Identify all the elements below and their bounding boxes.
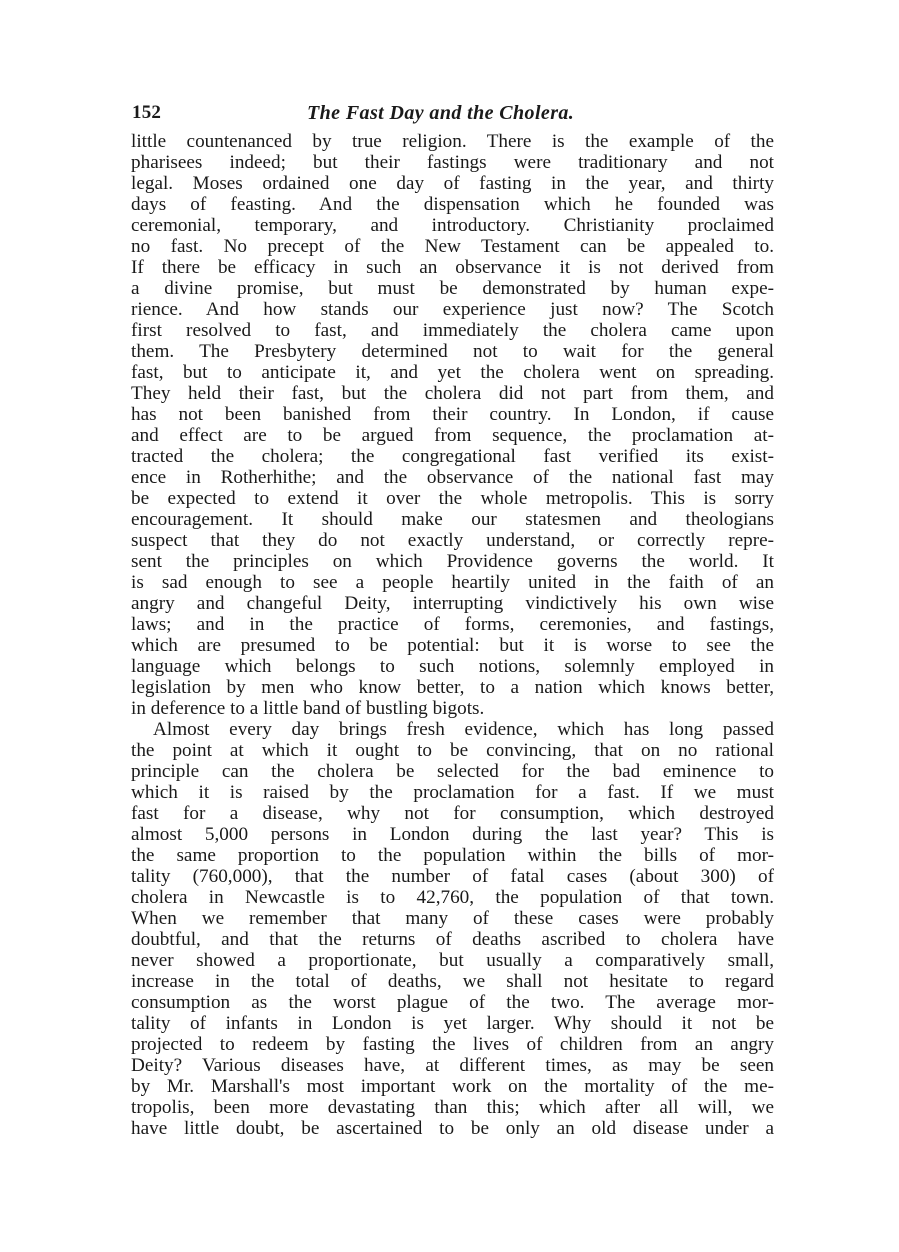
text-line: tality (760,000), that the number of fatal cases (about 300) of (131, 866, 774, 887)
text-line: fast, but to anticipate it, and yet the cholera went on spreading. (131, 362, 774, 383)
text-line: When we remember that many of these cases were probably (131, 908, 774, 929)
text-line: little countenanced by true religion. There is the example of the (131, 131, 774, 152)
text-line: them. The Presbytery determined not to wait for the general (131, 341, 774, 362)
text-line: rience. And how stands our experience just now? The Scotch (131, 299, 774, 320)
text-line: Deity? Various diseases have, at different times, as may be seen (131, 1055, 774, 1076)
text-line: tropolis, been more devastating than this; which after all will, we (131, 1097, 774, 1118)
text-line: legal. Moses ordained one day of fasting in the year, and thirty (131, 173, 774, 194)
text-line: suspect that they do not exactly understand, or correctly repre- (131, 530, 774, 551)
text-line: tality of infants in London is yet larger. Why should it not be (131, 1013, 774, 1034)
running-head (131, 101, 774, 125)
running-title: The Fast Day and the Cholera. (307, 102, 575, 124)
text-line: and effect are to be argued from sequence, the proclamation at- (131, 425, 774, 446)
text-line: increase in the total of deaths, we shall not hesitate to regard (131, 971, 774, 992)
text-line: is sad enough to see a people heartily united in the faith of an (131, 572, 774, 593)
text-line: language which belongs to such notions, solemnly employed in (131, 656, 774, 677)
text-line: consumption as the worst plague of the two. The average mor- (131, 992, 774, 1013)
text-line: encouragement. It should make our statesmen and theologians (131, 509, 774, 530)
text-line: almost 5,000 persons in London during the last year? This is (131, 824, 774, 845)
text-line: They held their fast, but the cholera did not part from them, and (131, 383, 774, 404)
text-line: ceremonial, temporary, and introductory. Christianity proclaimed (131, 215, 774, 236)
text-line: in deference to a little band of bustling bigots. (131, 698, 485, 719)
text-line: never showed a proportionate, but usually a comparatively small, (131, 950, 774, 971)
text-line: cholera in Newcastle is to 42,760, the population of that town. (131, 887, 774, 908)
text-line: by Mr. Marshall's most important work on the mortality of the me- (131, 1076, 774, 1097)
text-line: If there be efficacy in such an observance it is not derived from (131, 257, 774, 278)
text-line: a divine promise, but must be demonstrated by human expe- (131, 278, 774, 299)
text-line: sent the principles on which Providence governs the world. It (131, 551, 774, 572)
text-line: which are presumed to be potential: but it is worse to see the (131, 635, 774, 656)
page-number: 152 (132, 102, 162, 123)
text-line: the point at which it ought to be convincing, that on no rational (131, 740, 774, 761)
text-line: days of feasting. And the dispensation which he founded was (131, 194, 774, 215)
text-line: has not been banished from their country. In London, if cause (131, 404, 774, 425)
text-line: first resolved to fast, and immediately the cholera came upon (131, 320, 774, 341)
paragraph-2 (131, 719, 774, 1139)
text-line: have little doubt, be ascertained to be only an old disease under a (131, 1118, 774, 1139)
text-line: which it is raised by the proclamation for a fast. If we must (131, 782, 774, 803)
text-line: principle can the cholera be selected for the bad eminence to (131, 761, 774, 782)
text-line: angry and changeful Deity, interrupting vindictively his own wise (131, 593, 774, 614)
body-text (131, 131, 774, 1139)
text-line: laws; and in the practice of forms, ceremonies, and fastings, (131, 614, 774, 635)
text-line: Almost every day brings fresh evidence, which has long passed (153, 719, 774, 740)
text-line: no fast. No precept of the New Testament can be appealed to. (131, 236, 774, 257)
text-line: legislation by men who know better, to a nation which knows better, (131, 677, 774, 698)
text-line: pharisees indeed; but their fastings were traditionary and not (131, 152, 774, 173)
paragraph-1 (131, 131, 774, 719)
text-line: doubtful, and that the returns of deaths ascribed to cholera have (131, 929, 774, 950)
text-line: the same proportion to the population within the bills of mor- (131, 845, 774, 866)
text-line: be expected to extend it over the whole metropolis. This is sorry (131, 488, 774, 509)
text-line: projected to redeem by fasting the lives of children from an angry (131, 1034, 774, 1055)
text-line: tracted the cholera; the congregational fast verified its exist- (131, 446, 774, 467)
text-line: ence in Rotherhithe; and the observance of the national fast may (131, 467, 774, 488)
text-line: fast for a disease, why not for consumption, which destroyed (131, 803, 774, 824)
